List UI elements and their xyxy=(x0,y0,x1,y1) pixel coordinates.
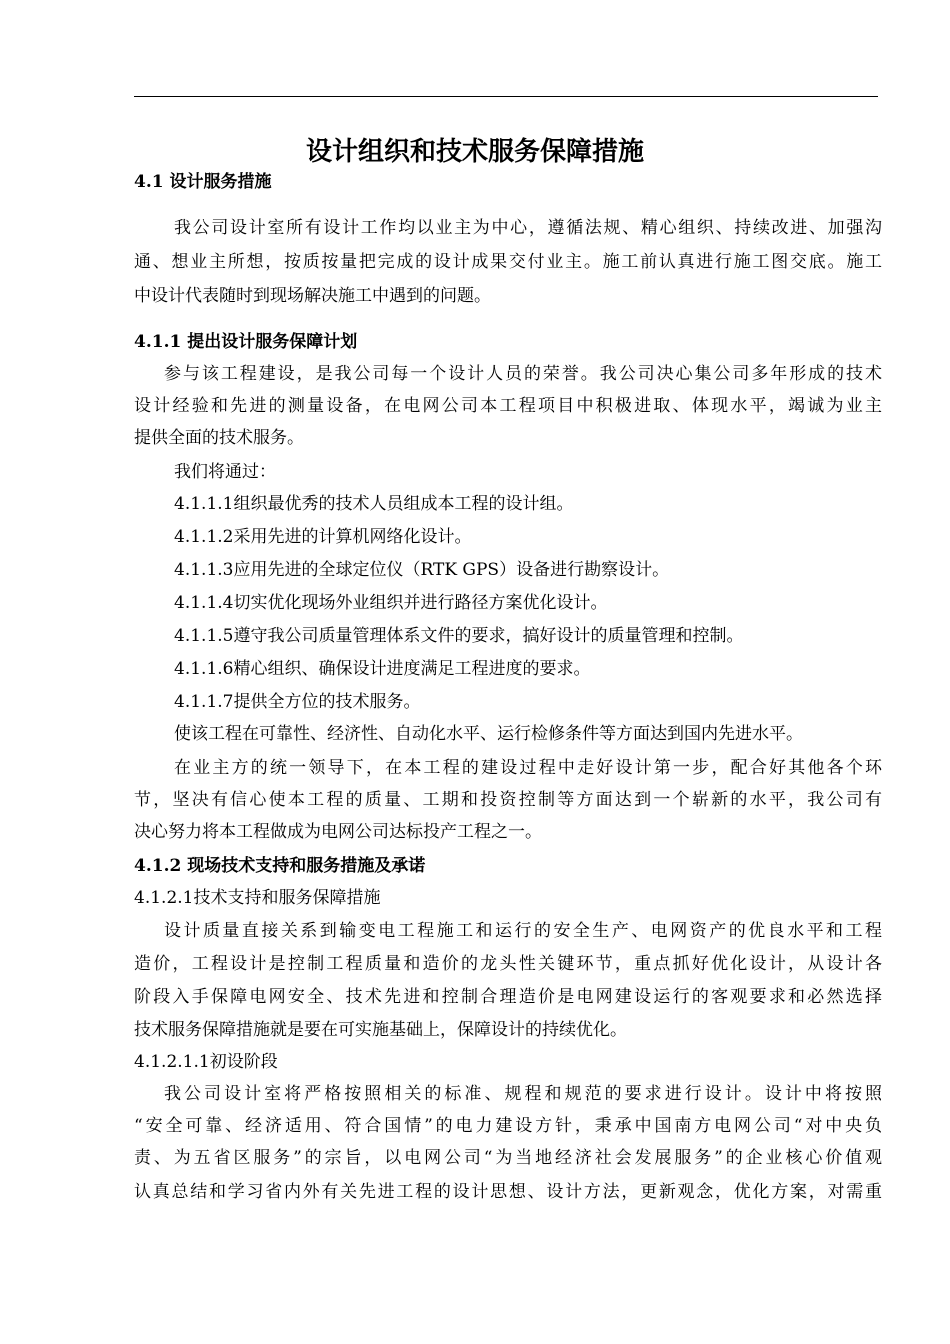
paragraph-line: “安全可靠、经济适用、符合国情”的电力建设方针，秉承中国南方电网公司“对中央负 xyxy=(134,1116,882,1136)
paragraph-line: 造价，工程设计是控制工程质量和造价的龙头性关键环节，重点抓好优化设计，从设计各 xyxy=(134,954,882,974)
intro-line: 我们将通过： xyxy=(174,462,276,482)
paragraph-line: 认真总结和学习省内外有关先进工程的设计思想、设计方法，更新观念，优化方案，对需重 xyxy=(134,1182,882,1202)
list-item: 4.1.1.4切实优化现场外业组织并进行路径方案优化设计。 xyxy=(174,593,608,613)
section-heading-4-1-1: 4.1.1 提出设计服务保障计划 xyxy=(134,332,358,352)
paragraph-line: 通、想业主所想，按质按量把完成的设计成果交付业主。施工前认真进行施工图交底。施工 xyxy=(134,252,882,272)
paragraph-line: 设计质量直接关系到输变电工程施工和运行的安全生产、电网资产的优良水平和工程 xyxy=(164,921,882,941)
subsection-heading-4-1-2-1-1: 4.1.2.1.1初设阶段 xyxy=(134,1052,278,1072)
paragraph-line: 我公司设计室将严格按照相关的标准、规程和规范的要求进行设计。设计中将按照 xyxy=(164,1084,882,1104)
section-heading-4-1: 4.1 设计服务措施 xyxy=(134,172,272,192)
paragraph-line: 技术服务保障措施就是要在可实施基础上，保障设计的持续优化。 xyxy=(134,1020,627,1040)
page-title: 设计组织和技术服务保障措施 xyxy=(305,137,644,167)
paragraph-line: 使该工程在可靠性、经济性、自动化水平、运行检修条件等方面达到国内先进水平。 xyxy=(174,724,803,744)
subsection-heading-4-1-2-1: 4.1.2.1技术支持和服务保障措施 xyxy=(134,888,381,908)
list-item: 4.1.1.5遵守我公司质量管理体系文件的要求，搞好设计的质量管理和控制。 xyxy=(174,626,744,646)
paragraph-line: 节，坚决有信心使本工程的质量、工期和投资控制等方面达到一个崭新的水平，我公司有 xyxy=(134,790,882,810)
list-item: 4.1.1.3应用先进的全球定位仪（RTK GPS）设备进行勘察设计。 xyxy=(174,560,670,580)
paragraph-line: 设计经验和先进的测量设备，在电网公司本工程项目中积极进取、体现水平，竭诚为业主 xyxy=(134,396,882,416)
paragraph-line: 中设计代表随时到现场解决施工中遇到的问题。 xyxy=(134,286,491,306)
paragraph-line: 阶段入手保障电网安全、技术先进和控制合理造价是电网建设运行的客观要求和必然选择 xyxy=(134,987,882,1007)
list-item: 4.1.1.2采用先进的计算机网络化设计。 xyxy=(174,527,472,547)
list-item: 4.1.1.6精心组织、确保设计进度满足工程进度的要求。 xyxy=(174,659,591,679)
paragraph-line: 我公司设计室所有设计工作均以业主为中心，遵循法规、精心组织、持续改进、加强沟 xyxy=(174,218,882,238)
section-heading-4-1-2: 4.1.2 现场技术支持和服务措施及承诺 xyxy=(134,856,426,876)
paragraph-line: 责、为五省区服务”的宗旨，以电网公司“为当地经济社会发展服务”的企业核心价值观 xyxy=(134,1148,882,1168)
list-item: 4.1.1.1组织最优秀的技术人员组成本工程的设计组。 xyxy=(174,494,574,514)
paragraph-line: 参与该工程建设，是我公司每一个设计人员的荣誉。我公司决心集公司多年形成的技术 xyxy=(164,364,882,384)
paragraph-line: 提供全面的技术服务。 xyxy=(134,428,304,448)
header-rule xyxy=(134,96,878,97)
list-item: 4.1.1.7提供全方位的技术服务。 xyxy=(174,692,421,712)
paragraph-line: 决心努力将本工程做成为电网公司达标投产工程之一。 xyxy=(134,822,542,842)
paragraph-line: 在业主方的统一领导下，在本工程的建设过程中走好设计第一步，配合好其他各个环 xyxy=(174,758,882,778)
